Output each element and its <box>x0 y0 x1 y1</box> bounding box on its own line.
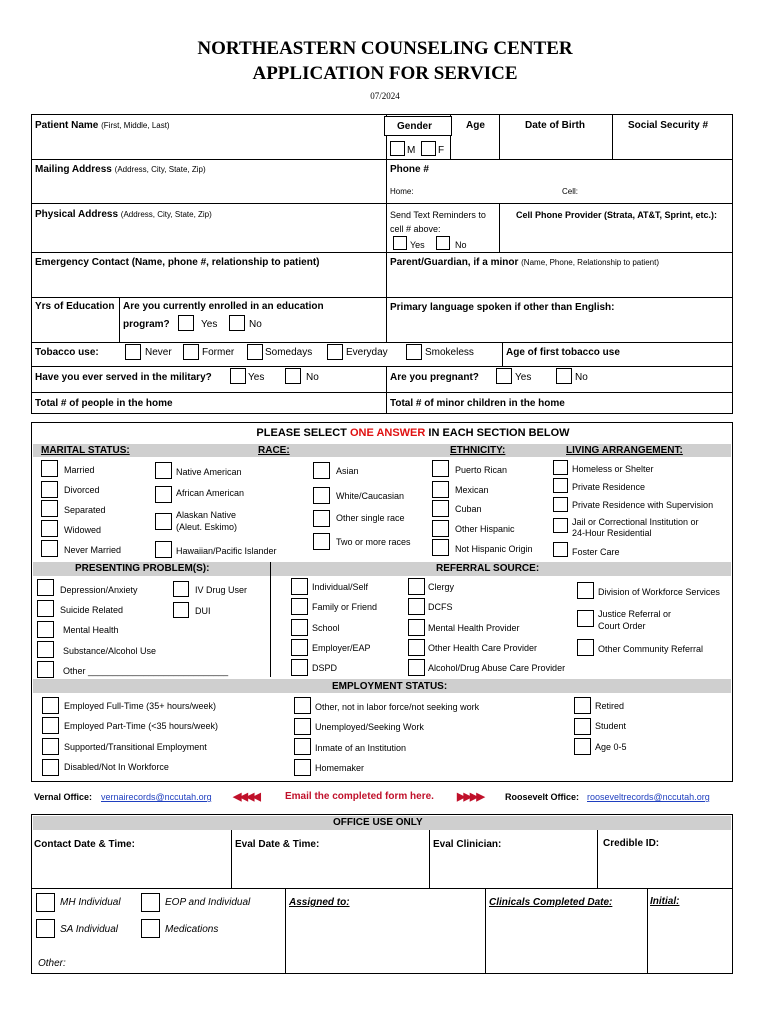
problem-other-label: Other ____________________________ <box>63 666 229 676</box>
enrolled-yes-checkbox[interactable] <box>178 315 194 331</box>
ethnicity-not-hispanic-checkbox[interactable] <box>432 539 449 556</box>
referral-dspd-label: DSPD <box>312 663 338 673</box>
tobacco-label: Tobacco use: <box>35 347 99 358</box>
referral-school-checkbox[interactable] <box>291 619 308 636</box>
ethnicity-cuban-label: Cuban <box>455 504 482 514</box>
office-other-label: Other: <box>38 958 66 969</box>
race-native-american-label: Native American <box>176 467 242 477</box>
ethnicity-mexican-checkbox[interactable] <box>432 481 449 498</box>
roosevelt-office-label: Roosevelt Office: <box>505 792 580 802</box>
referral-employer-checkbox[interactable] <box>291 639 308 656</box>
referral-school-label: School <box>312 623 340 633</box>
emp-inmate-checkbox[interactable] <box>294 738 311 755</box>
presenting-problems-title: PRESENTING PROBLEM(S): <box>75 563 210 574</box>
ethnicity-other-hispanic-label: Other Hispanic <box>455 524 515 534</box>
gender-m-checkbox[interactable] <box>390 141 405 156</box>
initial-label: Initial: <box>650 896 680 907</box>
employment-status-title: EMPLOYMENT STATUS: <box>332 681 448 692</box>
emp-retired-label: Retired <box>595 701 625 711</box>
race-african-american-checkbox[interactable] <box>155 486 172 503</box>
marital-never-married-label: Never Married <box>64 545 122 555</box>
marital-divorced-checkbox[interactable] <box>41 481 58 498</box>
minor-children-label: Total # of minor children in the home <box>390 398 565 409</box>
emp-unemployed-checkbox[interactable] <box>294 718 311 735</box>
referral-workforce-label: Division of Workforce Services <box>598 587 720 597</box>
problem-depression-checkbox[interactable] <box>37 579 54 596</box>
problem-suicide-checkbox[interactable] <box>37 600 54 617</box>
referral-justice-label-2: Court Order <box>598 621 646 631</box>
text-yes-label: Yes <box>410 240 425 250</box>
ethnicity-title: ETHNICITY: <box>450 445 506 456</box>
military-label: Have you ever served in the military? <box>35 372 212 383</box>
enrolled-no-checkbox[interactable] <box>229 315 245 331</box>
problem-substance-label: Substance/Alcohol Use <box>63 646 157 656</box>
referral-self-label: Individual/Self <box>312 582 369 592</box>
problem-mental-health-label: Mental Health <box>63 625 119 635</box>
office-medications-label: Medications <box>165 924 219 935</box>
marital-married-checkbox[interactable] <box>41 460 58 477</box>
military-yes-label: Yes <box>248 372 265 383</box>
referral-community-checkbox[interactable] <box>577 639 594 656</box>
race-other-single-label: Other single race <box>336 513 405 523</box>
referral-family-label: Family or Friend <box>312 602 378 612</box>
race-two-or-more-checkbox[interactable] <box>313 533 330 550</box>
office-eop-label: EOP and Individual <box>165 897 251 908</box>
ethnicity-mexican-label: Mexican <box>455 485 489 495</box>
living-arrangement-title: LIVING ARRANGEMENT: <box>566 445 683 456</box>
race-alaskan-native-label: Alaskan Native <box>176 510 237 520</box>
emp-part-time-label: Employed Part-Time (<35 hours/week) <box>64 721 218 731</box>
race-pacific-islander-label: Hawaiian/Pacific Islander <box>176 546 277 556</box>
enrolled-yes-label: Yes <box>201 319 218 330</box>
referral-dspd-checkbox[interactable] <box>291 659 308 676</box>
referral-mh-provider-checkbox[interactable] <box>408 619 425 636</box>
tobacco-former-checkbox[interactable] <box>183 344 199 360</box>
race-asian-checkbox[interactable] <box>313 462 330 479</box>
problem-substance-checkbox[interactable] <box>37 641 54 658</box>
race-alaskan-native-checkbox[interactable] <box>155 513 172 530</box>
living-homeless-checkbox[interactable] <box>553 460 568 475</box>
tobacco-somedays-checkbox[interactable] <box>247 344 263 360</box>
tobacco-everyday-label: Everyday <box>346 347 388 358</box>
problem-mental-health-checkbox[interactable] <box>37 621 54 638</box>
race-native-american-checkbox[interactable] <box>155 462 172 479</box>
contact-date-label: Contact Date & Time: <box>34 839 135 850</box>
text-no-checkbox[interactable] <box>436 236 450 250</box>
race-pacific-islander-checkbox[interactable] <box>155 541 172 558</box>
race-asian-label: Asian <box>336 466 359 476</box>
tobacco-never-label: Never <box>145 347 172 358</box>
problem-dui-checkbox[interactable] <box>173 602 189 618</box>
vernal-office-label: Vernal Office: <box>34 792 93 802</box>
emp-full-time-checkbox[interactable] <box>42 697 59 714</box>
referral-mh-provider-label: Mental Health Provider <box>428 623 520 633</box>
language-label: Primary language spoken if other than English: <box>390 302 615 313</box>
living-supervised-label: Private Residence with Supervision <box>572 500 714 510</box>
pregnant-no-checkbox[interactable] <box>556 368 572 384</box>
military-yes-checkbox[interactable] <box>230 368 246 384</box>
referral-alcohol-drug-checkbox[interactable] <box>408 659 425 676</box>
phone-label: Phone # <box>390 164 429 175</box>
patient-name-label: Patient Name (First, Middle, Last) <box>35 120 170 131</box>
gender-f-label: F <box>438 145 445 156</box>
office-medications-checkbox[interactable] <box>141 919 160 938</box>
text-reminders-label-2: cell # above: <box>390 224 441 234</box>
ethnicity-not-hispanic-label: Not Hispanic Origin <box>455 544 533 554</box>
marital-separated-checkbox[interactable] <box>41 500 58 517</box>
gender-m-label: M <box>407 145 416 156</box>
select-one-instruction: PLEASE SELECT ONE ANSWER IN EACH SECTION BELOW <box>256 427 570 439</box>
office-eop-checkbox[interactable] <box>141 893 160 912</box>
emp-supported-checkbox[interactable] <box>42 738 59 755</box>
emp-other-labor-label: Other, not in labor force/not seeking work <box>315 702 480 712</box>
living-supervised-checkbox[interactable] <box>553 497 568 512</box>
tobacco-smokeless-label: Smokeless <box>425 347 474 358</box>
marital-separated-label: Separated <box>64 505 106 515</box>
referral-workforce-checkbox[interactable] <box>577 582 594 599</box>
people-in-home-label: Total # of people in the home <box>35 398 173 409</box>
military-no-checkbox[interactable] <box>285 368 301 384</box>
eval-clinician-label: Eval Clinician: <box>433 839 502 850</box>
guardian-label: Parent/Guardian, if a minor (Name, Phone, Relationship to patient) <box>390 257 659 268</box>
military-no-label: No <box>306 372 319 383</box>
org-title: NORTHEASTERN COUNSELING CENTER <box>197 38 573 59</box>
referral-dcfs-label: DCFS <box>428 602 453 612</box>
age-label: Age <box>466 120 485 131</box>
first-tobacco-label: Age of first tobacco use <box>506 347 620 358</box>
email-instruction: Email the completed form here. <box>285 791 434 802</box>
emp-other-labor-checkbox[interactable] <box>294 697 311 714</box>
referral-source-title: REFERRAL SOURCE: <box>436 563 540 574</box>
emp-student-checkbox[interactable] <box>574 718 591 735</box>
physical-address-label: Physical Address (Address, City, State, Zip) <box>35 209 212 220</box>
roosevelt-email-link[interactable]: rooseveltrecords@nccutah.org <box>587 792 710 802</box>
emergency-contact-label: Emergency Contact (Name, phone #, relationship to patient) <box>35 257 320 268</box>
arrow-right-icon: ▶▶▶▶ <box>457 791 483 803</box>
living-private-label: Private Residence <box>572 482 646 492</box>
office-sa-individual-label: SA Individual <box>60 924 118 935</box>
ethnicity-puerto-rican-checkbox[interactable] <box>432 460 449 477</box>
enrolled-no-label: No <box>249 319 262 330</box>
home-phone-label: Home: <box>390 187 414 196</box>
living-foster-checkbox[interactable] <box>553 542 568 557</box>
gender-label: Gender <box>397 121 433 132</box>
emp-part-time-checkbox[interactable] <box>42 717 59 734</box>
referral-community-label: Other Community Referral <box>598 644 704 654</box>
emp-full-time-label: Employed Full-Time (35+ hours/week) <box>64 701 216 711</box>
referral-clergy-label: Clergy <box>428 582 455 592</box>
tobacco-smokeless-checkbox[interactable] <box>406 344 422 360</box>
emp-homemaker-checkbox[interactable] <box>294 759 311 776</box>
living-homeless-label: Homeless or Shelter <box>572 464 654 474</box>
race-two-or-more-label: Two or more races <box>336 537 411 547</box>
office-mh-individual-label: MH Individual <box>60 897 121 908</box>
referral-employer-label: Employer/EAP <box>312 643 371 653</box>
race-other-single-checkbox[interactable] <box>313 510 330 527</box>
pregnant-yes-label: Yes <box>515 372 532 383</box>
referral-justice-label: Justice Referral or <box>598 609 672 619</box>
dob-label: Date of Birth <box>525 120 585 131</box>
office-sa-individual-checkbox[interactable] <box>36 919 55 938</box>
race-white-checkbox[interactable] <box>313 487 330 504</box>
emp-age-0-5-checkbox[interactable] <box>574 738 591 755</box>
referral-justice-checkbox[interactable] <box>577 610 594 627</box>
tobacco-never-checkbox[interactable] <box>125 344 141 360</box>
problem-depression-label: Depression/Anxiety <box>60 585 138 595</box>
cell-phone-label: Cell: <box>562 187 579 196</box>
office-use-title: OFFICE USE ONLY <box>333 817 423 828</box>
emp-disabled-checkbox[interactable] <box>42 759 59 776</box>
living-foster-label: Foster Care <box>572 547 620 557</box>
living-jail-label: Jail or Correctional Institution or <box>572 517 699 527</box>
emp-inmate-label: Inmate of an Institution <box>315 743 407 753</box>
pregnant-label: Are you pregnant? <box>390 372 479 383</box>
text-no-label: No <box>455 240 467 250</box>
form-title: APPLICATION FOR SERVICE <box>252 63 518 84</box>
enrolled-label: Are you currently enrolled in an education <box>123 301 324 312</box>
marital-widowed-checkbox[interactable] <box>41 520 58 537</box>
emp-age-0-5-label: Age 0-5 <box>595 742 627 752</box>
ethnicity-other-hispanic-checkbox[interactable] <box>432 520 449 537</box>
ssn-label: Social Security # <box>628 120 709 131</box>
eval-date-label: Eval Date & Time: <box>235 839 320 850</box>
referral-clergy-checkbox[interactable] <box>408 578 425 595</box>
tobacco-everyday-checkbox[interactable] <box>327 344 343 360</box>
living-jail-checkbox[interactable] <box>553 518 568 533</box>
ethnicity-puerto-rican-label: Puerto Rican <box>455 465 508 475</box>
referral-health-provider-checkbox[interactable] <box>408 639 425 656</box>
tobacco-somedays-label: Somedays <box>265 347 313 358</box>
problem-other-checkbox[interactable] <box>37 661 54 678</box>
emp-student-label: Student <box>595 721 627 731</box>
pregnant-no-label: No <box>575 372 588 383</box>
referral-dcfs-checkbox[interactable] <box>408 598 425 615</box>
referral-health-provider-label: Other Health Care Provider <box>428 643 538 653</box>
form-date: 07/2024 <box>370 91 400 101</box>
marital-widowed-label: Widowed <box>64 525 102 535</box>
referral-alcohol-drug-label: Alcohol/Drug Abuse Care Provider <box>428 663 566 673</box>
problem-iv-drug-checkbox[interactable] <box>173 581 189 597</box>
mailing-address-label: Mailing Address (Address, City, State, Zip) <box>35 164 206 175</box>
cell-provider-label: Cell Phone Provider (Strata, AT&T, Sprint, etc.): <box>516 210 718 220</box>
pregnant-yes-checkbox[interactable] <box>496 368 512 384</box>
text-reminders-label: Send Text Reminders to <box>390 210 486 220</box>
problem-dui-label: DUI <box>195 606 211 616</box>
marital-never-married-checkbox[interactable] <box>41 540 58 557</box>
referral-self-checkbox[interactable] <box>291 578 308 595</box>
race-title: RACE: <box>258 445 290 456</box>
marital-married-label: Married <box>64 465 95 475</box>
race-alaskan-native-label-2: (Aleut. Eskimo) <box>176 522 238 532</box>
emp-homemaker-label: Homemaker <box>315 763 365 773</box>
assigned-to-label: Assigned to: <box>289 897 350 908</box>
credible-id-label: Credible ID: <box>603 838 660 849</box>
emp-unemployed-label: Unemployed/Seeking Work <box>315 722 424 732</box>
ethnicity-cuban-checkbox[interactable] <box>432 500 449 517</box>
clinicals-date-label: Clinicals Completed Date: <box>489 897 613 908</box>
marital-divorced-label: Divorced <box>64 485 100 495</box>
tobacco-former-label: Former <box>202 347 235 358</box>
arrow-left-icon: ◀◀◀◀ <box>233 791 259 803</box>
race-african-american-label: African American <box>176 488 245 498</box>
office-mh-individual-checkbox[interactable] <box>36 893 55 912</box>
gender-f-checkbox[interactable] <box>421 141 436 156</box>
education-label: Yrs of Education <box>35 301 115 312</box>
living-jail-label-2: 24-Hour Residential <box>572 528 652 538</box>
marital-status-title: MARITAL STATUS: <box>41 445 130 456</box>
emp-supported-label: Supported/Transitional Employment <box>64 742 207 752</box>
emp-disabled-label: Disabled/Not In Workforce <box>64 762 169 772</box>
race-white-label: White/Caucasian <box>336 491 405 501</box>
emp-retired-checkbox[interactable] <box>574 697 591 714</box>
problem-suicide-label: Suicide Related <box>60 605 124 615</box>
enrolled-label-2: program? <box>123 319 170 330</box>
living-private-checkbox[interactable] <box>553 478 568 493</box>
vernal-email-link[interactable]: vernairecords@nccutah.org <box>101 792 212 802</box>
text-yes-checkbox[interactable] <box>393 236 407 250</box>
problem-iv-drug-label: IV Drug User <box>195 585 248 595</box>
referral-family-checkbox[interactable] <box>291 598 308 615</box>
